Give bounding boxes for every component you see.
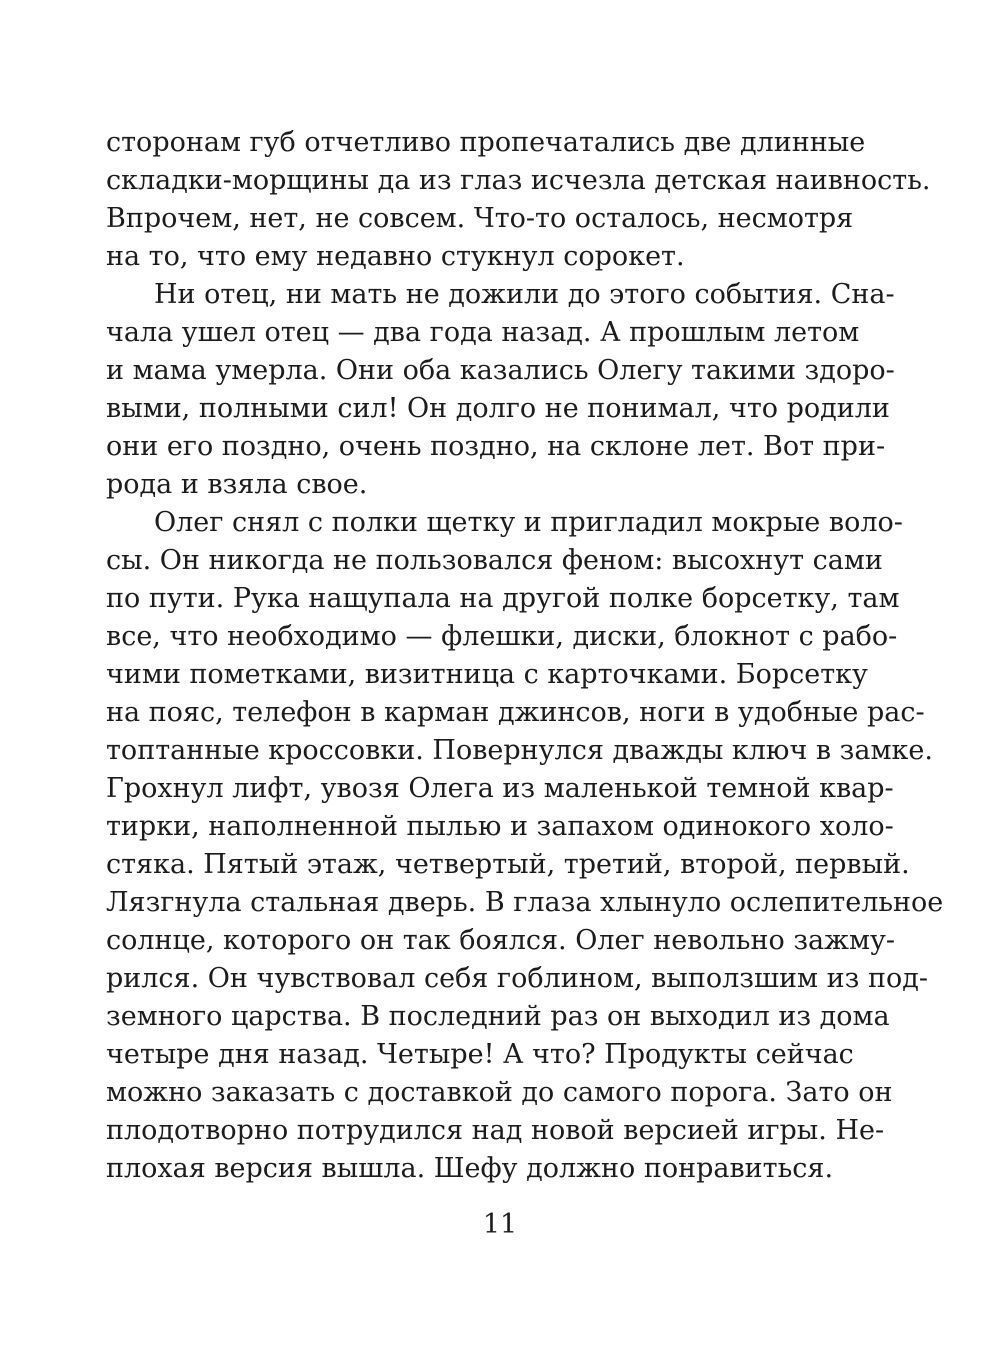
text-line: по пути. Рука нащупала на другой полке борсетку, там xyxy=(106,583,900,614)
text-line: Грохнул лифт, увозя Олега из маленькой темной квар- xyxy=(106,773,894,804)
text-line: рода и взяла свое. xyxy=(106,469,368,500)
text-line: Олег снял с полки щетку и пригладил мокрые воло- xyxy=(154,507,903,538)
text-line: стяка. Пятый этаж, четвертый, третий, второй, первый. xyxy=(106,849,910,880)
text-line: земного царства. В последний раз он выходил из дома xyxy=(106,1001,890,1032)
text-line: чими пометками, визитница с карточками. Борсетку xyxy=(106,659,868,690)
text-line: плодотворно потрудился над новой версией игры. Не- xyxy=(106,1115,885,1146)
text-line: Лязгнула стальная дверь. В глаза хлынуло ослепительное xyxy=(106,887,944,918)
text-line: сторонам губ отчетливо пропечатались две длинные xyxy=(106,127,866,158)
text-line: чала ушел отец — два года назад. А прошлым летом xyxy=(106,317,860,348)
page-number: 11 xyxy=(482,1209,518,1240)
text-line: Ни отец, ни мать не дожили до этого события. Сна- xyxy=(154,279,895,310)
text-line: рился. Он чувствовал себя гоблином, выползшим из под- xyxy=(106,963,928,994)
text-line: сы. Он никогда не пользовался феном: высохнут сами xyxy=(106,545,883,576)
text-line: плохая версия вышла. Шефу должно понравиться. xyxy=(106,1153,834,1184)
text-line: Впрочем, нет, не совсем. Что-то осталось, несмотря xyxy=(106,203,854,234)
text-line: все, что необходимо — флешки, диски, блокнот с рабо- xyxy=(106,621,898,652)
text-line: тирки, наполненной пылью и запахом одинокого холо- xyxy=(106,811,894,842)
text-line: на пояс, телефон в карман джинсов, ноги в удобные рас- xyxy=(106,697,925,728)
text-line: можно заказать с доставкой до самого порога. Зато он xyxy=(106,1077,893,1108)
text-line: на то, что ему недавно стукнул сорокет. xyxy=(106,241,685,272)
body-text xyxy=(106,124,944,1188)
text-line: солнце, которого он так боялся. Олег невольно зажму- xyxy=(106,925,895,956)
text-line: складки-морщины да из глаз исчезла детская наивность. xyxy=(106,165,931,196)
text-line: они его поздно, очень поздно, на склоне лет. Вот при- xyxy=(106,431,886,462)
text-line: выми, полными сил! Он долго не понимал, что родили xyxy=(106,393,890,424)
text-line: и мама умерла. Они оба казались Олегу такими здоро- xyxy=(106,355,895,386)
text-line: топтанные кроссовки. Повернулся дважды ключ в замке. xyxy=(106,735,933,766)
text-line: четыре дня назад. Четыре! А что? Продукты сейчас xyxy=(106,1039,854,1070)
